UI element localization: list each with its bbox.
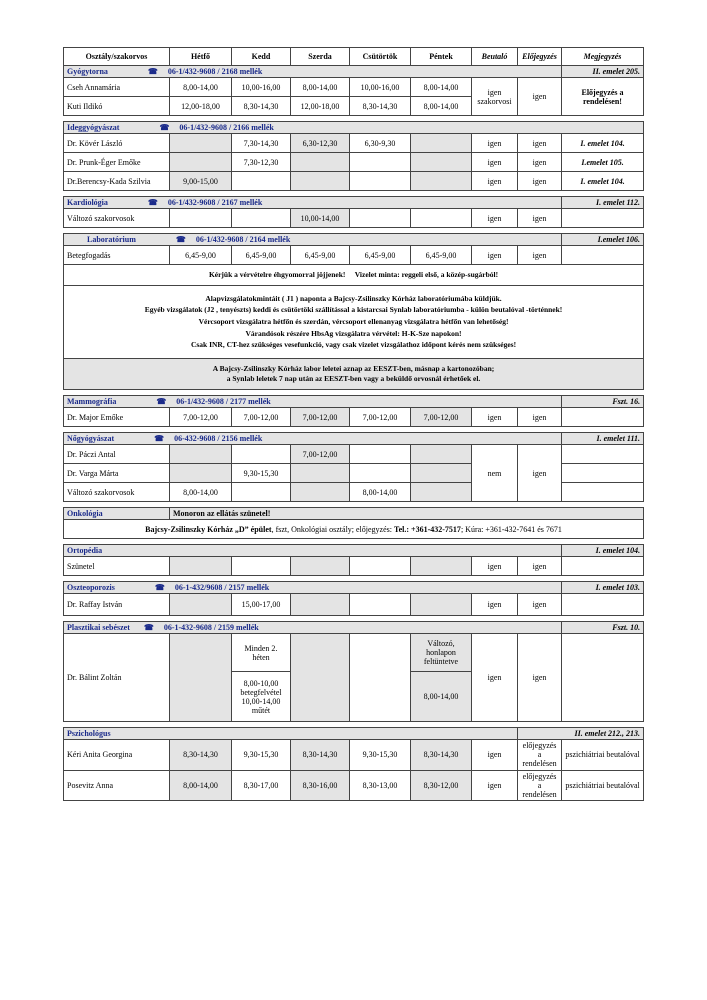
hours-thursday <box>350 172 411 191</box>
table-row <box>64 557 644 576</box>
hours-wednesday: 6,45-9,00 <box>291 246 350 265</box>
onko-table <box>63 507 644 539</box>
hours-thursday: 8,30-14,30 <box>350 97 411 116</box>
header-wednesday: Szerda <box>291 48 350 66</box>
hours-tuesday: 7,00-12,00 <box>232 408 291 427</box>
hours-friday <box>411 594 472 616</box>
referral-cell: igen <box>472 408 518 427</box>
phone-icon: ☎ <box>175 235 186 244</box>
hours-monday: 7,00-12,00 <box>170 408 232 427</box>
lab-note-row <box>64 265 644 286</box>
hours-friday <box>411 483 472 502</box>
hours-thursday: 7,00-12,00 <box>350 408 411 427</box>
header-referral: Beutaló <box>472 48 518 66</box>
table-row <box>64 78 644 97</box>
doctor-name: Dr. Bálint Zoltán <box>64 634 170 722</box>
section-header <box>64 234 644 246</box>
hours-monday: 9,00-15,00 <box>170 172 232 191</box>
lab-note-urine: Vizelet minta: reggeli első, a közép-sugárból! <box>354 270 499 279</box>
table-row <box>64 770 644 801</box>
section-header <box>64 66 644 78</box>
hours-thursday <box>350 209 411 228</box>
note-cell: I. emelet 104. <box>562 134 644 153</box>
section-name: Oszteoporozis <box>67 583 115 592</box>
note-cell: I. emelet 104. <box>562 172 644 191</box>
doctor-name: Szünetel <box>64 557 170 576</box>
note-cell <box>562 483 644 502</box>
booking-cell: igen <box>518 445 562 502</box>
hours-monday: 12,00-18,00 <box>170 97 232 116</box>
header-friday: Péntek <box>411 48 472 66</box>
section-header <box>64 622 644 634</box>
hours-monday: 8,00-14,00 <box>170 770 232 801</box>
phone-icon: ☎ <box>147 198 158 207</box>
booking-cell: igen <box>518 209 562 228</box>
section-phone: 06-1-432-9608 / 2159 mellék <box>163 623 259 632</box>
note-cell <box>562 464 644 483</box>
section-name: Pszichológus <box>67 729 111 738</box>
lab-note-j2: Egyéb vizsgálatok (J2 , tenyészts) keddi és csütörtöki szállítással a kistarcsai Synlab laboratóriumba - külön beutalóval -történnek! <box>144 305 563 315</box>
ideggyogy-table <box>63 121 644 191</box>
section-location: I.emelet 106. <box>562 234 644 246</box>
hours-wednesday <box>291 557 350 576</box>
doctor-name: Kéri Anita Georgina <box>64 740 170 771</box>
hours-thursday <box>350 153 411 172</box>
booking-cell: igen <box>518 594 562 616</box>
referral-cell: igen <box>472 153 518 172</box>
hours-tuesday: 9,30-15,30 <box>232 740 291 771</box>
hours-tuesday-top: Minden 2. héten <box>232 634 291 672</box>
section-status: Monoron az ellátás szünetel! <box>170 508 644 520</box>
header-monday: Hétfő <box>170 48 232 66</box>
booking-cell: előjegyzés a rendelésen <box>518 740 562 771</box>
table-row <box>64 209 644 228</box>
section-phone: 06-1/432-9608 / 2167 mellék <box>167 198 263 207</box>
booking-cell: igen <box>518 246 562 265</box>
section-header <box>64 728 644 740</box>
hours-monday <box>170 594 232 616</box>
table-row <box>64 246 644 265</box>
table-row <box>64 740 644 771</box>
phone-icon: ☎ <box>154 583 165 592</box>
hours-friday <box>411 134 472 153</box>
hours-tuesday: 15,00-17,00 <box>232 594 291 616</box>
section-header <box>64 433 644 445</box>
hours-wednesday: 7,00-12,00 <box>291 445 350 464</box>
section-header <box>64 197 644 209</box>
oszteo-table <box>63 581 644 616</box>
hours-friday: 8,30-12,00 <box>411 770 472 801</box>
hours-tuesday: 7,30-14,30 <box>232 134 291 153</box>
hours-friday: 7,00-12,00 <box>411 408 472 427</box>
section-location: II. emelet 205. <box>562 66 644 78</box>
note-cell <box>562 557 644 576</box>
booking-cell: igen <box>518 634 562 722</box>
doctor-name: Dr. Varga Márta <box>64 464 170 483</box>
section-name: Onkológia <box>67 509 103 518</box>
hours-thursday: 8,30-13,00 <box>350 770 411 801</box>
section-header <box>64 122 644 134</box>
phone-icon: ☎ <box>159 123 170 132</box>
header-tuesday: Kedd <box>232 48 291 66</box>
hours-wednesday: 6,30-12,30 <box>291 134 350 153</box>
hours-thursday <box>350 464 411 483</box>
section-header <box>64 396 644 408</box>
section-name: Nőgyógyászat <box>67 434 115 443</box>
section-phone: 06-1/432-9608 / 2168 mellék <box>167 67 263 76</box>
table-row <box>64 153 644 172</box>
phone-icon: ☎ <box>156 397 167 406</box>
section-name: Gyógytorna <box>67 67 108 76</box>
section-name: Laboratórium <box>87 235 136 244</box>
hours-wednesday <box>291 464 350 483</box>
hours-monday: 8,30-14,30 <box>170 740 232 771</box>
referral-cell: igen <box>472 209 518 228</box>
doctor-name: Dr. Kövér László <box>64 134 170 153</box>
onko-info <box>64 520 644 539</box>
hours-wednesday <box>291 153 350 172</box>
table-row <box>64 172 644 191</box>
note-cell: pszichiátriai beutalóval <box>562 770 644 801</box>
section-phone: 06-1/432-9608 / 2166 mellék <box>179 123 274 132</box>
hours-wednesday <box>291 172 350 191</box>
booking-cell: igen <box>518 408 562 427</box>
lab-note-bloodgroup: Vércsoport vizsgálatra hétfőn és szerdán, vércsoport ellenanyag vizsgálatra hétfőn van lehetőség! <box>198 316 509 326</box>
hours-wednesday <box>291 483 350 502</box>
hours-tuesday <box>232 209 291 228</box>
hours-thursday: 8,00-14,00 <box>350 483 411 502</box>
section-name: Kardiológia <box>67 198 108 207</box>
note-cell <box>562 634 644 722</box>
hours-thursday <box>350 557 411 576</box>
table-row <box>64 520 644 539</box>
doctor-name: Változó szakorvosok <box>64 209 170 228</box>
hours-friday <box>411 209 472 228</box>
lab-note-inr: Csak INR, CT-hez szükséges vesefunkció, vagy csak vizelet vizsgálathoz időpont kérés nem szükséges! <box>190 340 517 350</box>
hours-friday: 8,00-14,00 <box>411 97 472 116</box>
table-row <box>64 445 644 464</box>
hours-thursday: 6,45-9,00 <box>350 246 411 265</box>
hours-thursday <box>350 445 411 464</box>
hours-wednesday: 10,00-14,00 <box>291 209 350 228</box>
hours-wednesday: 12,00-18,00 <box>291 97 350 116</box>
hours-tuesday: 6,45-9,00 <box>232 246 291 265</box>
lab-note-j1: Alapvizsgálatokmintáit ( J1 ) naponta a Bajcsy-Zsilinszky Kórház laboratóriumába küldjük. <box>205 293 502 303</box>
hours-monday <box>170 464 232 483</box>
table-row <box>64 594 644 616</box>
header-booking: Előjegyzés <box>518 48 562 66</box>
hours-friday <box>411 172 472 191</box>
hours-friday-bottom: 8,00-14,00 <box>411 672 472 722</box>
referral-cell: igen <box>472 172 518 191</box>
lab-note-fasting: Kérjük a vérvételre éhgyomorral jöjjenek! <box>208 270 346 279</box>
section-location: Fszt. 10. <box>562 622 644 634</box>
note-cell <box>562 408 644 427</box>
doctor-name: Dr. Raffay István <box>64 594 170 616</box>
section-phone: 06-1/432-9608 / 2164 mellék <box>195 235 291 244</box>
hours-wednesday <box>291 594 350 616</box>
section-header <box>64 545 644 557</box>
hours-thursday <box>350 634 411 722</box>
booking-cell: előjegyzés a rendelésen <box>518 770 562 801</box>
lab-note-hbsag: Várandósok részére HbsAg vizsgálatra vérvétel: H-K-Sze napokon! <box>245 328 462 338</box>
referral-cell: nem <box>472 445 518 502</box>
labor-table <box>63 233 644 390</box>
referral-cell: igen <box>472 557 518 576</box>
onko-info-phone: Tel.: +361-432-7517 <box>394 524 461 534</box>
kardio-table <box>63 196 644 228</box>
doctor-name: Dr. Prunk-Éger Emőke <box>64 153 170 172</box>
doctor-name: Dr.Berencsy-Kada Szilvia <box>64 172 170 191</box>
note-cell: Előjegyzés a rendelésen! <box>562 78 644 116</box>
onko-info-building: Bajcsy-Zsilinszky Kórház „D” épület <box>145 524 272 534</box>
referral-cell: igen <box>472 740 518 771</box>
plasztika-table <box>63 621 644 722</box>
booking-cell: igen <box>518 172 562 191</box>
section-name: Ideggyógyászat <box>67 123 120 132</box>
section-location: I. emelet 104. <box>562 545 644 557</box>
doctor-name: Betegfogadás <box>64 246 170 265</box>
hours-thursday: 10,00-16,00 <box>350 78 411 97</box>
hours-monday <box>170 557 232 576</box>
note-cell: pszichiátriai beutalóval <box>562 740 644 771</box>
hours-tuesday: 10,00-16,00 <box>232 78 291 97</box>
hours-friday-top: Változó, honlapon feltüntetve <box>411 634 472 672</box>
hours-tuesday <box>232 557 291 576</box>
onko-info-ward: , fszt, Onkológiai osztály; előjegyzés: <box>271 524 394 534</box>
lab-note-results <box>64 358 644 389</box>
phone-icon: ☎ <box>147 67 158 76</box>
section-name: Ortopédia <box>67 546 103 555</box>
referral-cell: igen <box>472 134 518 153</box>
section-location: II. emelet 212., 213. <box>518 728 644 740</box>
hours-tuesday: 9,30-15,30 <box>232 464 291 483</box>
hours-thursday <box>350 594 411 616</box>
note-cell <box>562 445 644 464</box>
hours-thursday: 6,30-9,30 <box>350 134 411 153</box>
section-phone: 06-432-9608 / 2156 mellék <box>174 434 263 443</box>
onko-info-cure: ; Kúra: +361-432-7641 és 7671 <box>460 524 562 534</box>
doctor-name: Cseh Annamária <box>64 78 170 97</box>
phone-icon: ☎ <box>154 434 165 443</box>
hours-tuesday: 8,30-17,00 <box>232 770 291 801</box>
doctor-name: Dr. Páczi Antal <box>64 445 170 464</box>
section-phone: 06-1/432-9608 / 2177 mellék <box>176 397 271 406</box>
referral-cell: igen <box>472 634 518 722</box>
header-note: Megjegyzés <box>562 48 644 66</box>
referral-cell: igen szakorvosi <box>472 78 518 116</box>
hours-wednesday <box>291 634 350 722</box>
hours-tuesday: 8,30-14,30 <box>232 97 291 116</box>
note-cell <box>562 594 644 616</box>
phone-icon: ☎ <box>143 623 154 632</box>
orto-table <box>63 544 644 576</box>
hours-wednesday: 8,30-14,30 <box>291 740 350 771</box>
booking-cell: igen <box>518 78 562 116</box>
section-name: Mammográfia <box>67 397 117 406</box>
pszicho-table <box>63 727 644 801</box>
hours-wednesday: 8,00-14,00 <box>291 78 350 97</box>
note-cell <box>562 209 644 228</box>
mammo-table <box>63 395 644 427</box>
hours-monday: 8,00-14,00 <box>170 483 232 502</box>
doctor-name: Posevitz Anna <box>64 770 170 801</box>
table-row <box>64 408 644 427</box>
booking-cell: igen <box>518 557 562 576</box>
section-location: I. emelet 112. <box>562 197 644 209</box>
section-phone: 06-1-432/9608 / 2157 mellék <box>174 583 270 592</box>
hours-tuesday <box>232 445 291 464</box>
booking-cell: igen <box>518 134 562 153</box>
lab-note-block <box>64 285 644 358</box>
hours-tuesday <box>232 172 291 191</box>
referral-cell: igen <box>472 770 518 801</box>
hours-friday <box>411 153 472 172</box>
hours-monday <box>170 209 232 228</box>
section-header <box>64 508 644 520</box>
hours-wednesday: 8,30-16,00 <box>291 770 350 801</box>
hours-wednesday: 7,00-12,00 <box>291 408 350 427</box>
gyogytorna-table <box>63 47 644 116</box>
hours-thursday: 9,30-15,30 <box>350 740 411 771</box>
section-location: I. emelet 111. <box>562 433 644 445</box>
note-cell: I.emelet 105. <box>562 153 644 172</box>
hours-tuesday-bottom: 8,00-10,00 betegfelvétel 10,00-14,00 műtét <box>232 672 291 722</box>
hours-monday <box>170 445 232 464</box>
lab-note-results-1: A Bajcsy-Zsilinszky Kórház labor leletei aznap az EESZT-ben, másnap a kartonozóban; <box>212 363 495 373</box>
hours-monday <box>170 134 232 153</box>
section-location: I. emelet 103. <box>562 582 644 594</box>
header-row <box>64 48 644 66</box>
hours-tuesday <box>232 483 291 502</box>
hours-friday <box>411 557 472 576</box>
booking-cell: igen <box>518 153 562 172</box>
hours-friday <box>411 464 472 483</box>
doctor-name: Kuti Ildikó <box>64 97 170 116</box>
hours-monday <box>170 153 232 172</box>
table-row <box>64 134 644 153</box>
hours-monday: 8,00-14,00 <box>170 78 232 97</box>
hours-friday <box>411 445 472 464</box>
hours-friday: 8,00-14,00 <box>411 78 472 97</box>
section-header <box>64 582 644 594</box>
schedule-sheet <box>63 47 643 806</box>
hours-tuesday: 7,30-12,30 <box>232 153 291 172</box>
lab-note-results-2: a Synlab leletek 7 nap után az EESZT-ben vagy a beküldő orvosnál érhetőek el. <box>226 373 481 383</box>
doctor-name: Változó szakorvosok <box>64 483 170 502</box>
note-cell <box>562 246 644 265</box>
referral-cell: igen <box>472 594 518 616</box>
doctor-name: Dr. Major Emőke <box>64 408 170 427</box>
hours-monday: 6,45-9,00 <box>170 246 232 265</box>
section-location: Fszt. 16. <box>562 396 644 408</box>
hours-monday <box>170 634 232 722</box>
hours-friday: 6,45-9,00 <box>411 246 472 265</box>
referral-cell: igen <box>472 246 518 265</box>
header-thursday: Csütörtök <box>350 48 411 66</box>
header-unit: Osztály/szakorvos <box>64 48 170 66</box>
section-name: Plasztikai sebészet <box>67 623 130 632</box>
nogyogy-table <box>63 432 644 502</box>
table-row <box>64 634 644 672</box>
hours-friday: 8,30-14,30 <box>411 740 472 771</box>
